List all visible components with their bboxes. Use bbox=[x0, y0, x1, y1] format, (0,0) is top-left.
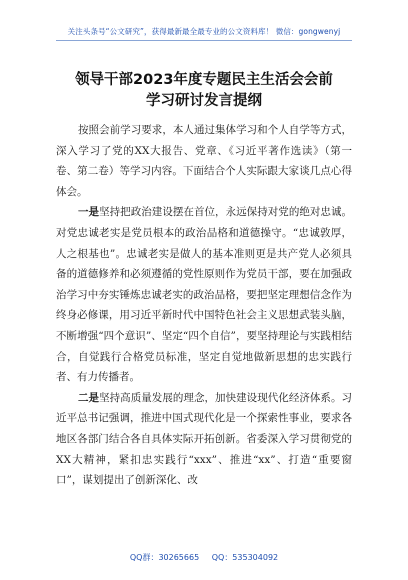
document-body bbox=[56, 120, 352, 491]
paragraph-point-two-text: 坚持高质量发展的理念，加快建设现代化经济体系。习近平总书记强调，推进中国式现代化是一个探索性事业，要求各地区各部门结合各自具体实际开拓创新。省委深入学习贯彻党的XX大精神，紧扣忠实践行“xxx”、推进“xx”、打造“重要窗口”，谋划提出了创新深化、改 bbox=[56, 391, 353, 487]
paragraph-point-one-text: 坚持把政治建设摆在首位，永远保持对党的绝对忠诚。对党忠诚老实是党员根本的政治品格和道德操守。“忠诚敦厚，人之根基也”。忠诚老实是做人的基本准则更是共产党人必须具备的道德修养和必须遵循的党性原则作为党员干部，要在加强政治学习中夯实锤炼忠诚老实的政治品格，要把坚定理想信念作为终身必修课，用习近平新时代中国特色社会主义思想武装头脑，不断增强“四个意识”、坚定“四个自信”，要坚持理论与实践相结合，自觉践行合格党员标准，坚定自觉地做新思想的忠实践行者、有力传播者。 bbox=[56, 206, 353, 384]
paragraph-point-one-lead: 一是 bbox=[78, 206, 100, 219]
footer-qq-group: QQ群：30265665 bbox=[129, 553, 200, 562]
footer-contact bbox=[56, 552, 352, 563]
footer-qq: QQ：535304092 bbox=[211, 553, 279, 562]
header-banner: 关注头条号“公文研究”，获得最新最全最专业的公文资料库！ 微信：gongwenyj bbox=[67, 27, 341, 36]
paragraph-point-two bbox=[56, 388, 352, 491]
document-title bbox=[56, 70, 352, 112]
title-line-2: 学习研讨发言提纲 bbox=[146, 93, 262, 109]
paragraph-intro-text: 按照会前学习要求，本人通过集体学习和个人自学等方式，深入学习了党的XX大报告、党章、《习近平著作选读》（第一卷、第二卷）等学习内容。下面结合个人实际跟大家谈几点心得体会。 bbox=[56, 124, 352, 198]
paragraph-point-two-lead: 二是 bbox=[78, 391, 100, 404]
paragraph-point-one bbox=[56, 202, 352, 387]
paragraph-intro bbox=[56, 120, 352, 202]
title-line-1: 领导干部2023年度专题民主生活会会前 bbox=[75, 72, 333, 88]
header-divider bbox=[56, 40, 352, 41]
